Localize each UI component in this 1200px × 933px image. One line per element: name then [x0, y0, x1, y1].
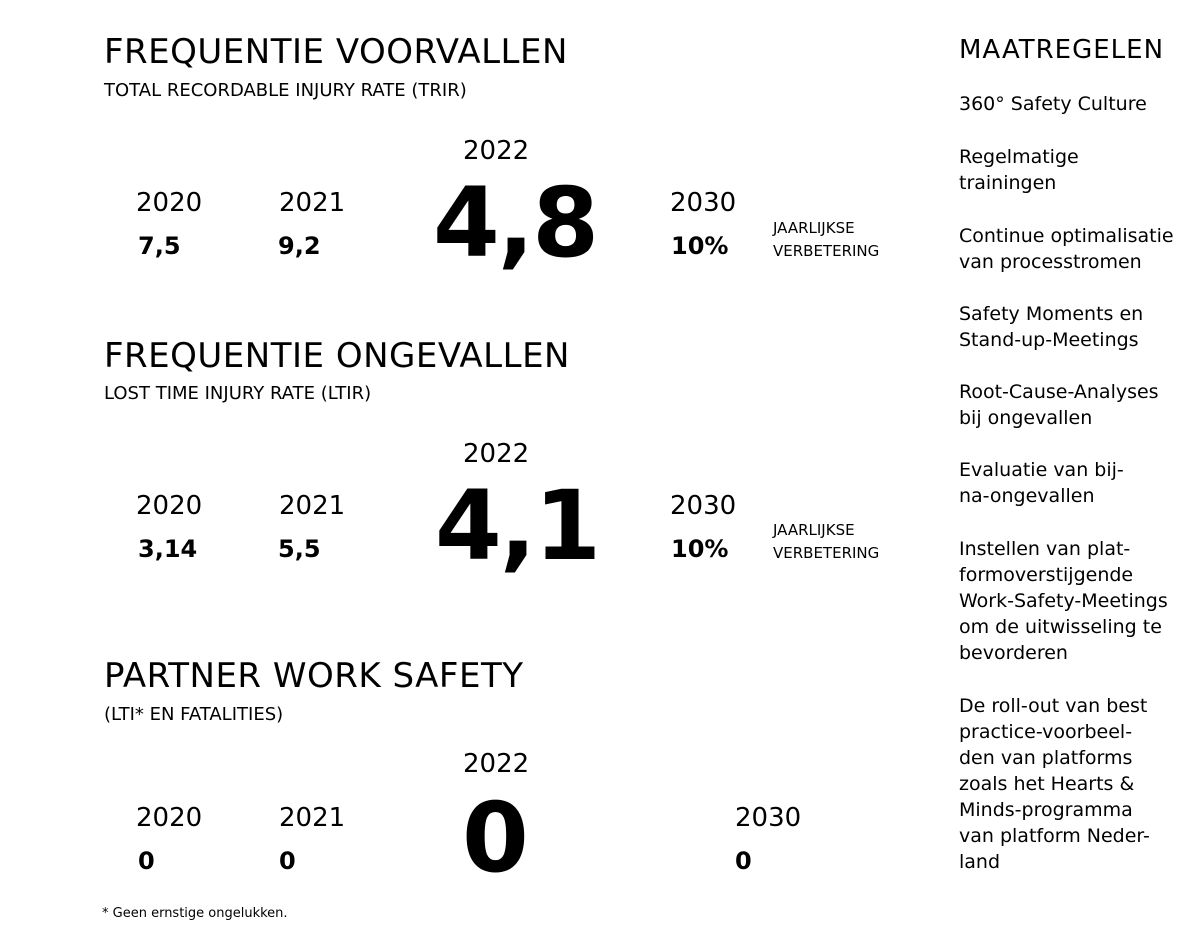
target-2030-value: 10%: [671, 535, 729, 563]
measure-item: Regelmatige trainingen: [959, 146, 1079, 194]
measure-item: 360° Safety Culture: [959, 93, 1147, 115]
footnote: * Geen ernstige ongelukken.: [102, 906, 288, 921]
year-2022-label: 2022: [463, 136, 530, 166]
year-2022-label: 2022: [463, 749, 530, 779]
year-2021-label: 2021: [279, 803, 346, 833]
target-2030-value: 10%: [671, 232, 729, 260]
measure-item: De roll-out van best practice-voorbeel- den van platforms zoals het Hearts & Minds-programma van platform Neder- land: [959, 695, 1150, 873]
measure-item: Instellen van plat- formoverstijgende Work-Safety-Meetings om de uitwisseling te bevorderen: [959, 538, 1168, 664]
year-2020-label: 2020: [136, 491, 203, 521]
measure-item: Safety Moments en Stand-up-Meetings: [959, 303, 1144, 351]
year-2030-label: 2030: [670, 188, 737, 218]
section-subtitle-ltir: LOST TIME INJURY RATE (LTIR): [104, 383, 372, 404]
value-2022-highlight: 0: [462, 782, 527, 894]
year-2022-label: 2022: [463, 439, 530, 469]
value-2020: 0: [138, 847, 155, 875]
section-title-frequentie-voorvallen: FREQUENTIE VOORVALLEN: [104, 32, 568, 72]
measure-item: Continue optimalisatie van processtromen: [959, 225, 1174, 273]
value-2021: 5,5: [278, 535, 321, 563]
year-2030-label: 2030: [670, 491, 737, 521]
measures-title: MAATREGELEN: [959, 35, 1165, 65]
section-title-frequentie-ongevallen: FREQUENTIE ONGEVALLEN: [104, 336, 570, 376]
target-note: JAARLIJKSE VERBETERING: [773, 219, 880, 260]
measure-item: Evaluatie van bij- na-ongevallen: [959, 459, 1124, 507]
value-2022-highlight: 4,1: [435, 470, 600, 582]
year-2020-label: 2020: [136, 803, 203, 833]
value-2021: 0: [279, 847, 296, 875]
target-note: JAARLIJKSE VERBETERING: [773, 521, 880, 562]
target-2030-value: 0: [735, 847, 752, 875]
year-2020-label: 2020: [136, 188, 203, 218]
year-2021-label: 2021: [279, 491, 346, 521]
value-2020: 7,5: [138, 232, 181, 260]
section-subtitle-lti: (LTI* EN FATALITIES): [104, 704, 284, 725]
year-2030-label: 2030: [735, 803, 802, 833]
section-title-partner-work-safety: PARTNER WORK SAFETY: [104, 656, 524, 696]
year-2021-label: 2021: [279, 188, 346, 218]
value-2022-highlight: 4,8: [433, 167, 598, 279]
value-2020: 3,14: [138, 535, 198, 563]
measure-item: Root-Cause-Analyses bij ongevallen: [959, 381, 1159, 429]
section-subtitle-trir: TOTAL RECORDABLE INJURY RATE (TRIR): [104, 80, 467, 101]
value-2021: 9,2: [278, 232, 321, 260]
